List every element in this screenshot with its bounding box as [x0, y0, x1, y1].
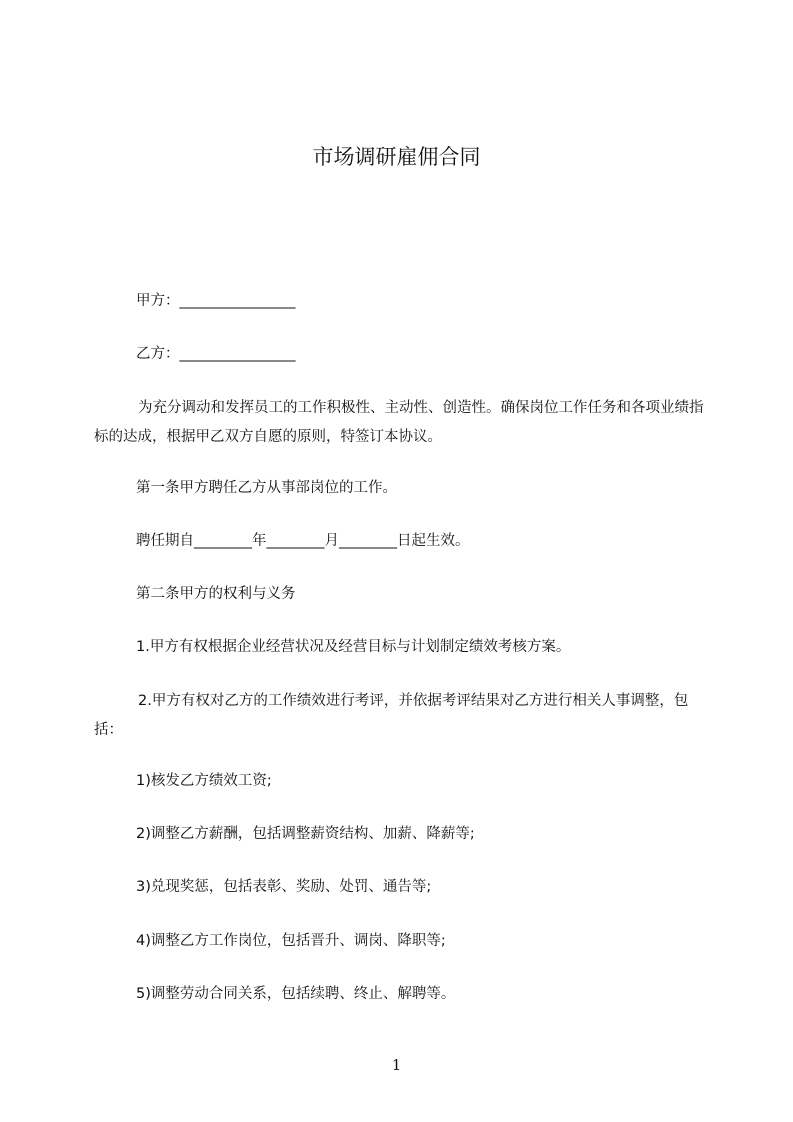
employment-term: 聘任期自________年________月________日起生效。 [136, 533, 470, 549]
page-number: 1 [391, 1056, 402, 1074]
party-a-line: 甲方：________________ [136, 293, 296, 309]
party-b-line: 乙方：________________ [136, 346, 296, 362]
list-item-1: 1)核发乙方绩效工资; [136, 773, 272, 789]
list-item-2: 2)调整乙方薪酬，包括调整薪资结构、加薪、降薪等; [136, 826, 475, 842]
document-title: 市场调研雇佣合同 [312, 145, 481, 169]
article-1: 第一条甲方聘任乙方从事部岗位的工作。 [136, 480, 397, 496]
list-item-5: 5)调整劳动合同关系，包括续聘、终止、解聘等。 [136, 986, 456, 1002]
article-2-heading: 第二条甲方的权利与义务 [136, 586, 296, 602]
list-item-4: 4)调整乙方工作岗位，包括晋升、调岗、降职等; [136, 933, 446, 949]
clause-1: 1.甲方有权根据企业经营状况及经营目标与计划制定绩效考核方案。 [136, 639, 571, 655]
clause-2: 2.甲方有权对乙方的工作绩效进行考评，并依据考评结果对乙方进行相关人事调整，包括： [94, 693, 689, 738]
list-item-3: 3)兑现奖惩，包括表彰、奖励、处罚、通告等; [136, 879, 432, 895]
intro-paragraph: 为充分调动和发挥员工的工作积极性、主动性、创造性。确保岗位工作任务和各项业绩指标的达成，根据甲乙双方自愿的原则，特签订本协议。 [94, 400, 704, 445]
